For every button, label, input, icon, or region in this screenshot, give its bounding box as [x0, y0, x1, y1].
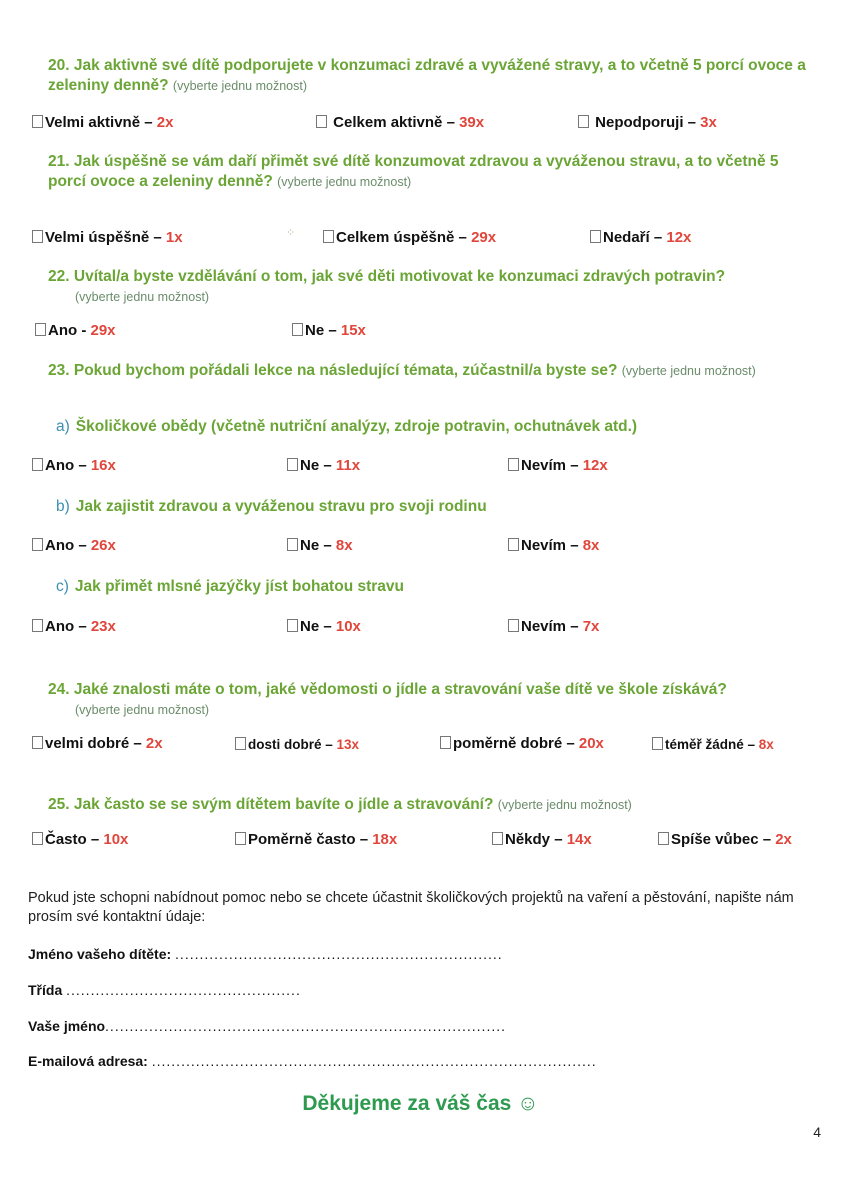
answer-count: 10x [103, 831, 129, 848]
question-number: 23. [48, 362, 70, 379]
checkbox[interactable] [235, 737, 246, 750]
checkbox[interactable] [508, 538, 519, 551]
option-ne[interactable]: Ne – 8x [287, 537, 353, 554]
question-text: Jak často se se svým dítětem bavíte o jídle a stravování? [73, 796, 494, 813]
checkbox[interactable] [235, 832, 246, 845]
question-text: Jaké znalosti máte o tom, jaké vědomosti o jídle a stravování vaše dítě ve škole získává? [73, 681, 727, 698]
answer-count: 20x [578, 735, 604, 752]
option-temer-zadne[interactable]: téměř žádné – 8x [652, 737, 774, 752]
option-ano[interactable]: Ano – 26x [32, 537, 116, 554]
answer-count: 2x [156, 114, 174, 131]
question-number: 24. [48, 681, 70, 698]
option-ne[interactable]: Ne – 15x [292, 322, 366, 339]
answer-count: 29x [90, 322, 116, 339]
answer-count: 26x [90, 537, 116, 554]
question-number: 22. [48, 268, 70, 285]
question-20 [48, 56, 818, 96]
subquestion-b: b) Jak zajistit zdravou a vyváženou stravu pro svoji rodinu [56, 498, 487, 515]
answer-count: 8x [335, 537, 353, 554]
answers-20 [0, 114, 841, 136]
checkbox[interactable] [316, 115, 327, 128]
answer-count: 12x [666, 229, 692, 246]
question-text: Pokud bychom pořádali lekce na následující témata, zúčastnil/a byste se? [73, 362, 618, 379]
option-pomerne-casto[interactable]: Poměrně často – 18x [235, 831, 397, 848]
checkbox[interactable] [32, 619, 43, 632]
answers-23b [0, 537, 841, 559]
option-velmi-dobre[interactable]: velmi dobré – 2x [32, 735, 163, 752]
checkbox[interactable] [508, 458, 519, 471]
question-hint: (vyberte jednu možnost) [75, 703, 210, 717]
question-text: Jak úspěšně se vám daří přimět své dítě konzumovat zdravou a vyváženou stravu, a to včetně 5 porcí ovoce a zeleniny denně? [48, 153, 779, 190]
checkbox[interactable] [32, 230, 43, 243]
checkbox[interactable] [35, 323, 46, 336]
question-text: Uvítal/a byste vzdělávání o tom, jak své děti motivovat ke konzumaci zdravých potravin? [73, 268, 726, 285]
option-nevim[interactable]: Nevím – 8x [508, 537, 599, 554]
answer-count: 16x [90, 457, 116, 474]
checkbox[interactable] [492, 832, 503, 845]
option-celkem-uspesne[interactable]: Celkem úspěšně – 29x [323, 229, 496, 246]
question-24 [48, 680, 818, 720]
answer-count: 39x [459, 114, 485, 131]
checkbox[interactable] [32, 832, 43, 845]
option-ne[interactable]: Ne – 11x [287, 457, 360, 474]
option-ano[interactable]: Ano – 16x [32, 457, 116, 474]
answer-count: 14x [566, 831, 592, 848]
answer-count: 3x [700, 114, 717, 131]
answers-25 [0, 831, 841, 853]
question-25 [48, 795, 818, 815]
question-hint: (vyberte jednu možnost) [497, 798, 632, 812]
child-name-field[interactable]: Jméno vašeho dítěte: ................................................................... [28, 946, 503, 962]
checkbox[interactable] [508, 619, 519, 632]
option-nevim[interactable]: Nevím – 7x [508, 618, 599, 635]
question-23 [48, 361, 818, 381]
checkbox[interactable] [323, 230, 334, 243]
question-hint: (vyberte jednu možnost) [172, 79, 307, 93]
checkbox[interactable] [652, 737, 663, 750]
answer-count: 8x [582, 537, 600, 554]
option-nevim[interactable]: Nevím – 12x [508, 457, 608, 474]
option-nekdy[interactable]: Někdy – 14x [492, 831, 592, 848]
answer-count: 23x [90, 618, 116, 635]
subquestion-a: a) Školičkové obědy (včetně nutriční analýzy, zdroje potravin, ochutnávek atd.) [56, 418, 638, 435]
question-number: 20. [48, 57, 70, 74]
answer-count: 2x [775, 831, 792, 848]
option-casto[interactable]: Často – 10x [32, 831, 128, 848]
question-text: Jak aktivně své dítě podporujete v konzumaci zdravé a vyvážené stravy, a to včetně 5 porcí ovoce a zeleniny denně? [48, 57, 806, 94]
thank-you-message: Děkujeme za váš čas ☺ [302, 1092, 539, 1115]
answers-23a [0, 457, 841, 479]
answer-count: 11x [335, 457, 361, 474]
option-ne[interactable]: Ne – 10x [287, 618, 361, 635]
checkbox[interactable] [287, 538, 298, 551]
option-ano[interactable]: Ano – 23x [32, 618, 116, 635]
option-celkem-aktivne[interactable]: Celkem aktivně – 39x [316, 114, 484, 131]
question-hint: (vyberte jednu možnost) [75, 290, 210, 304]
answer-count: 18x [372, 831, 398, 848]
question-21 [48, 152, 818, 192]
email-field[interactable]: E-mailová adresa: ........................................................................................... [28, 1053, 597, 1069]
answer-count: 29x [471, 229, 497, 246]
contact-info-text: Pokud jste schopni nabídnout pomoc nebo se chcete účastnit školičkových projektů na vaření a pěstování, napište nám prosím své kontaktní údaje: [28, 890, 794, 925]
class-field[interactable]: Třída ................................................ [28, 982, 301, 998]
question-hint: (vyberte jednu možnost) [621, 364, 756, 378]
checkbox[interactable] [32, 538, 43, 551]
checkbox[interactable] [287, 619, 298, 632]
checkbox[interactable] [578, 115, 589, 128]
option-ano[interactable]: Ano - 29x [35, 322, 116, 339]
checkbox[interactable] [32, 736, 43, 749]
option-velmi-uspesne[interactable]: Velmi úspěšně – 1x [32, 229, 183, 246]
answers-23c [0, 618, 841, 640]
checkbox[interactable] [32, 458, 43, 471]
answer-count: 15x [340, 322, 366, 339]
checkbox[interactable] [658, 832, 669, 845]
option-pomerne-dobre[interactable]: poměrně dobré – 20x [440, 735, 604, 752]
answer-count: 7x [582, 618, 600, 635]
question-number: 25. [48, 796, 70, 813]
checkbox[interactable] [440, 736, 451, 749]
option-spise-vubec[interactable]: Spíše vůbec – 2x [658, 831, 792, 848]
your-name-field[interactable]: Vaše jméno.................................................................................. [28, 1018, 506, 1034]
answers-24 [0, 735, 841, 757]
option-dosti-dobre[interactable]: dosti dobré – 13x [235, 737, 359, 752]
option-velmi-aktivne[interactable]: Velmi aktivně – 2x [32, 114, 173, 131]
answers-21 [0, 229, 841, 251]
answer-count: 2x [145, 735, 163, 752]
checkbox[interactable] [32, 115, 43, 128]
answer-count: 12x [582, 457, 608, 474]
stray-mark: ⁘ [286, 227, 296, 239]
checkbox[interactable] [287, 458, 298, 471]
question-22 [48, 267, 818, 307]
answer-count: 8x [758, 737, 774, 752]
subquestion-c: c) Jak přimět mlsné jazýčky jíst bohatou stravu [56, 578, 404, 595]
answer-count: 10x [335, 618, 361, 635]
answers-22 [0, 322, 841, 344]
checkbox[interactable] [292, 323, 303, 336]
answer-count: 1x [165, 229, 183, 246]
option-nedari[interactable]: Nedaří – 12x [590, 229, 691, 246]
question-hint: (vyberte jednu možnost) [277, 175, 412, 189]
answer-count: 13x [336, 737, 360, 752]
option-nepodporuji[interactable]: Nepodporuji – 3x [578, 114, 717, 131]
checkbox[interactable] [590, 230, 601, 243]
question-number: 21. [48, 153, 70, 170]
page-number: 4 [813, 1124, 821, 1140]
